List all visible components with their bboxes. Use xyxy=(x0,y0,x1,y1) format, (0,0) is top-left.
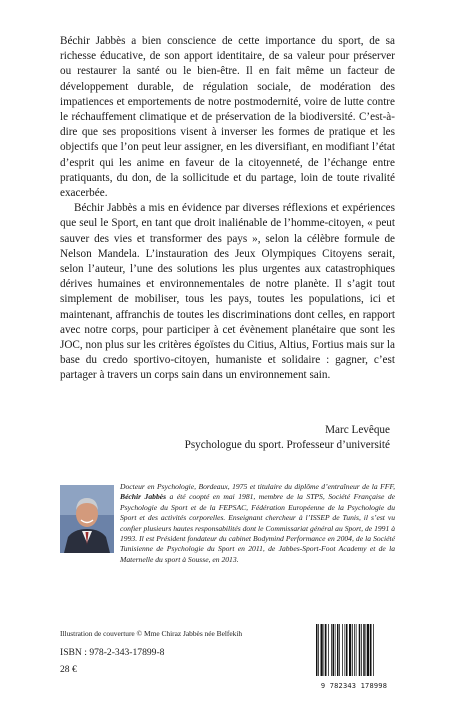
barcode-bar xyxy=(346,624,348,676)
barcode-bar xyxy=(324,624,325,676)
signature-title: Psychologue du sport. Professeur d’université xyxy=(184,439,390,451)
barcode-bar xyxy=(325,624,327,676)
barcode-bar xyxy=(367,624,369,676)
barcode-bar xyxy=(359,624,361,676)
bio-author-name: Béchir Jabbès xyxy=(120,492,167,502)
barcode-bar xyxy=(339,624,340,676)
bio-text-1: Docteur en Psychologie, Bordeaux, 1975 et titulaire du diplôme d’entraîneur de la FFF, xyxy=(120,482,395,491)
cover-credit: Illustration de couverture © Mme Chiraz Jabbès née Belfekih xyxy=(60,629,243,638)
barcode-bar xyxy=(335,624,336,676)
barcode-bar xyxy=(333,624,335,676)
barcode-bar xyxy=(316,624,318,676)
back-cover-text xyxy=(60,34,395,384)
barcode-bar xyxy=(321,624,323,676)
barcode-bar xyxy=(337,624,339,676)
barcode-bar xyxy=(354,624,355,676)
author-photo xyxy=(60,485,114,553)
price: 28 € xyxy=(60,664,77,675)
barcode-bar xyxy=(363,624,365,676)
barcode-bar xyxy=(361,624,362,676)
paragraph-2: Béchir Jabbès a mis en évidence par diverses réflexions et expériences que seul le Sport, en tant que droit inaliénable de l’homme-citoyen, « peut sauver des vies et transformer des pays », selon la célèbre formule de Nelson Mandela. L’instauration des Jeux Olympiques Citoyens serait, selon l’auteur, l’une des solutions les plus urgentes aux catastrophiques dérives humaines et environnementales de notre planète. Il s’agit tout simplement de mobiliser, tous les pays, toutes les populations, ici et maintenant, affranchis de toutes les discriminations dont celles, en rapport avec notre corps, pour participer à cet évènement planétaire que sont les JOC, non plus sur les critères égoïstes du Citius, Altius, Fortius mais sur la base du credo sportivo-citoyen, humaniste et solidaire : gagner, c’est partager à travers un corps sain dans un environnement sain. xyxy=(60,202,395,382)
barcode-bar xyxy=(373,624,374,676)
barcode-bar xyxy=(366,624,367,676)
barcode-bar xyxy=(370,624,372,676)
barcode-bar xyxy=(331,624,332,676)
isbn: ISBN : 978-2-343-17899-8 xyxy=(60,647,165,658)
barcode-bar xyxy=(349,624,351,676)
paragraph-1: Béchir Jabbès a bien conscience de cette importance du sport, de sa richesse éducative, de son apport identitaire, de sa valeur pour préserver ou restaurer la santé ou le bien-être. Il en fait même un facteur de développement durable, de régulation sociale, de modération des impatiences et emportements de notre postmodernité, voire de lutte contre le réchauffement climatique et de préservation de la biodiversité. C’est-à-dire que ses propositions visent à inverser les formes de pratique et les objectifs que l’on peut leur assigner, en les diversifiant, en modifiant l’état d’esprit qui les anime en faveur de la citoyenneté, de l’échange entre pratiquants, du don, de la sollicitude et du partage, loin de toute rivalité exacerbée. xyxy=(60,35,395,200)
barcode-bar xyxy=(345,624,346,676)
barcode-number: 9 782343 178998 xyxy=(320,682,388,690)
barcode-bar xyxy=(328,624,329,676)
bio-text-2: a été coopté en mai 1981, membre de la STPS, Société Française de Psychologie du Sport et de la FEPSAC, Fédération Européenne de la Psychologie du Sport et des activités corporelles. Enseignant chercheur à l’ISSEP de Tunis, il s’est vu confier plusieurs hautes responsabilités dont le Commissariat général au Sport, de 1991 à 1993. Il est Président fondateur du cabinet Bodymind Performance en 2004, de la Société Tunisienne de Psychologie du Sport en 2011, de Jabbes-Sport-Foot Academy et de la Maternelle du sport à Sousse, en 2013. xyxy=(120,492,395,564)
barcode-bar xyxy=(318,624,319,676)
author-bio-section xyxy=(60,482,395,565)
signature-name: Marc Levêque xyxy=(325,424,390,436)
barcode-bar xyxy=(342,624,343,676)
barcode-bar xyxy=(356,624,357,676)
barcode-bar xyxy=(352,624,353,676)
